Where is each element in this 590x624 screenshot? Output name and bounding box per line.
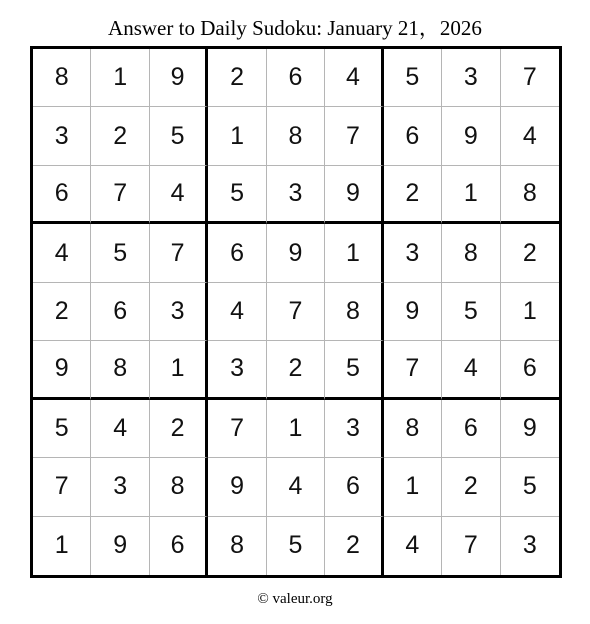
sudoku-cell: 6 [384, 107, 442, 165]
sudoku-cell: 8 [33, 49, 91, 107]
sudoku-cell: 5 [501, 458, 559, 516]
sudoku-cell: 8 [150, 458, 208, 516]
sudoku-cell: 4 [501, 107, 559, 165]
sudoku-cell: 8 [267, 107, 325, 165]
sudoku-cell: 2 [442, 458, 500, 516]
sudoku-cell: 3 [325, 400, 383, 458]
sudoku-cell: 7 [384, 341, 442, 399]
sudoku-cell: 2 [501, 224, 559, 282]
sudoku-cell: 2 [33, 283, 91, 341]
sudoku-cell: 5 [442, 283, 500, 341]
sudoku-cell: 3 [150, 283, 208, 341]
sudoku-cell: 2 [150, 400, 208, 458]
sudoku-cell: 2 [384, 166, 442, 224]
sudoku-cell: 6 [442, 400, 500, 458]
sudoku-cell: 1 [325, 224, 383, 282]
sudoku-cell: 2 [267, 341, 325, 399]
sudoku-cell: 9 [91, 517, 149, 575]
sudoku-cell: 1 [33, 517, 91, 575]
sudoku-cell: 7 [91, 166, 149, 224]
sudoku-cell: 6 [267, 49, 325, 107]
sudoku-cell: 6 [150, 517, 208, 575]
sudoku-cell: 7 [442, 517, 500, 575]
sudoku-cell: 4 [384, 517, 442, 575]
sudoku-board [30, 46, 562, 578]
sudoku-cell: 5 [325, 341, 383, 399]
sudoku-cell: 9 [384, 283, 442, 341]
page-title: Answer to Daily Sudoku: January 21，2026 [108, 16, 482, 40]
sudoku-cell: 1 [384, 458, 442, 516]
sudoku-cell: 8 [442, 224, 500, 282]
sudoku-cell: 1 [150, 341, 208, 399]
sudoku-cell: 4 [150, 166, 208, 224]
sudoku-cell: 8 [384, 400, 442, 458]
sudoku-cell: 1 [91, 49, 149, 107]
sudoku-cell: 6 [325, 458, 383, 516]
sudoku-cell: 7 [325, 107, 383, 165]
copyright-footer: © valeur.org [257, 591, 333, 607]
sudoku-cell: 9 [442, 107, 500, 165]
sudoku-cell: 3 [208, 341, 266, 399]
sudoku-cell: 8 [91, 341, 149, 399]
sudoku-cell: 3 [384, 224, 442, 282]
sudoku-cell: 3 [442, 49, 500, 107]
sudoku-cell: 9 [501, 400, 559, 458]
sudoku-cell: 7 [150, 224, 208, 282]
sudoku-cell: 4 [91, 400, 149, 458]
sudoku-cell: 9 [325, 166, 383, 224]
sudoku-cell: 8 [208, 517, 266, 575]
sudoku-cell: 4 [325, 49, 383, 107]
sudoku-cell: 4 [33, 224, 91, 282]
sudoku-cell: 3 [522, 531, 537, 560]
sudoku-cell: 7 [267, 283, 325, 341]
sudoku-cell: 1 [442, 166, 500, 224]
sudoku-cell: 7 [33, 458, 91, 516]
sudoku-cell: 4 [442, 341, 500, 399]
sudoku-cell: 6 [208, 224, 266, 282]
sudoku-cell: 2 [325, 517, 383, 575]
sudoku-cell: 6 [33, 166, 91, 224]
sudoku-cell: 3 [267, 166, 325, 224]
sudoku-cell: 5 [208, 166, 266, 224]
sudoku-cell: 1 [501, 283, 559, 341]
sudoku-cell: 2 [91, 107, 149, 165]
sudoku-cell: 5 [267, 517, 325, 575]
sudoku-cell: 1 [267, 400, 325, 458]
sudoku-cell: 5 [91, 224, 149, 282]
sudoku-cell: 7 [501, 49, 559, 107]
sudoku-cell: 5 [150, 107, 208, 165]
sudoku-cell: 3 [91, 458, 149, 516]
sudoku-cell: 2 [208, 49, 266, 107]
sudoku-cell: 5 [384, 49, 442, 107]
sudoku-cell: 9 [33, 341, 91, 399]
sudoku-cell: 5 [33, 400, 91, 458]
sudoku-cell: 9 [267, 224, 325, 282]
sudoku-cell: 4 [208, 283, 266, 341]
sudoku-cell: 8 [325, 283, 383, 341]
sudoku-cell: 6 [91, 283, 149, 341]
sudoku-cell: 9 [208, 458, 266, 516]
sudoku-cell: 6 [501, 341, 559, 399]
sudoku-cell: 9 [150, 49, 208, 107]
sudoku-cell: 1 [208, 107, 266, 165]
sudoku-cell: 7 [208, 400, 266, 458]
sudoku-cell: 3 [33, 107, 91, 165]
sudoku-cell: 4 [267, 458, 325, 516]
sudoku-cell: 8 [501, 166, 559, 224]
